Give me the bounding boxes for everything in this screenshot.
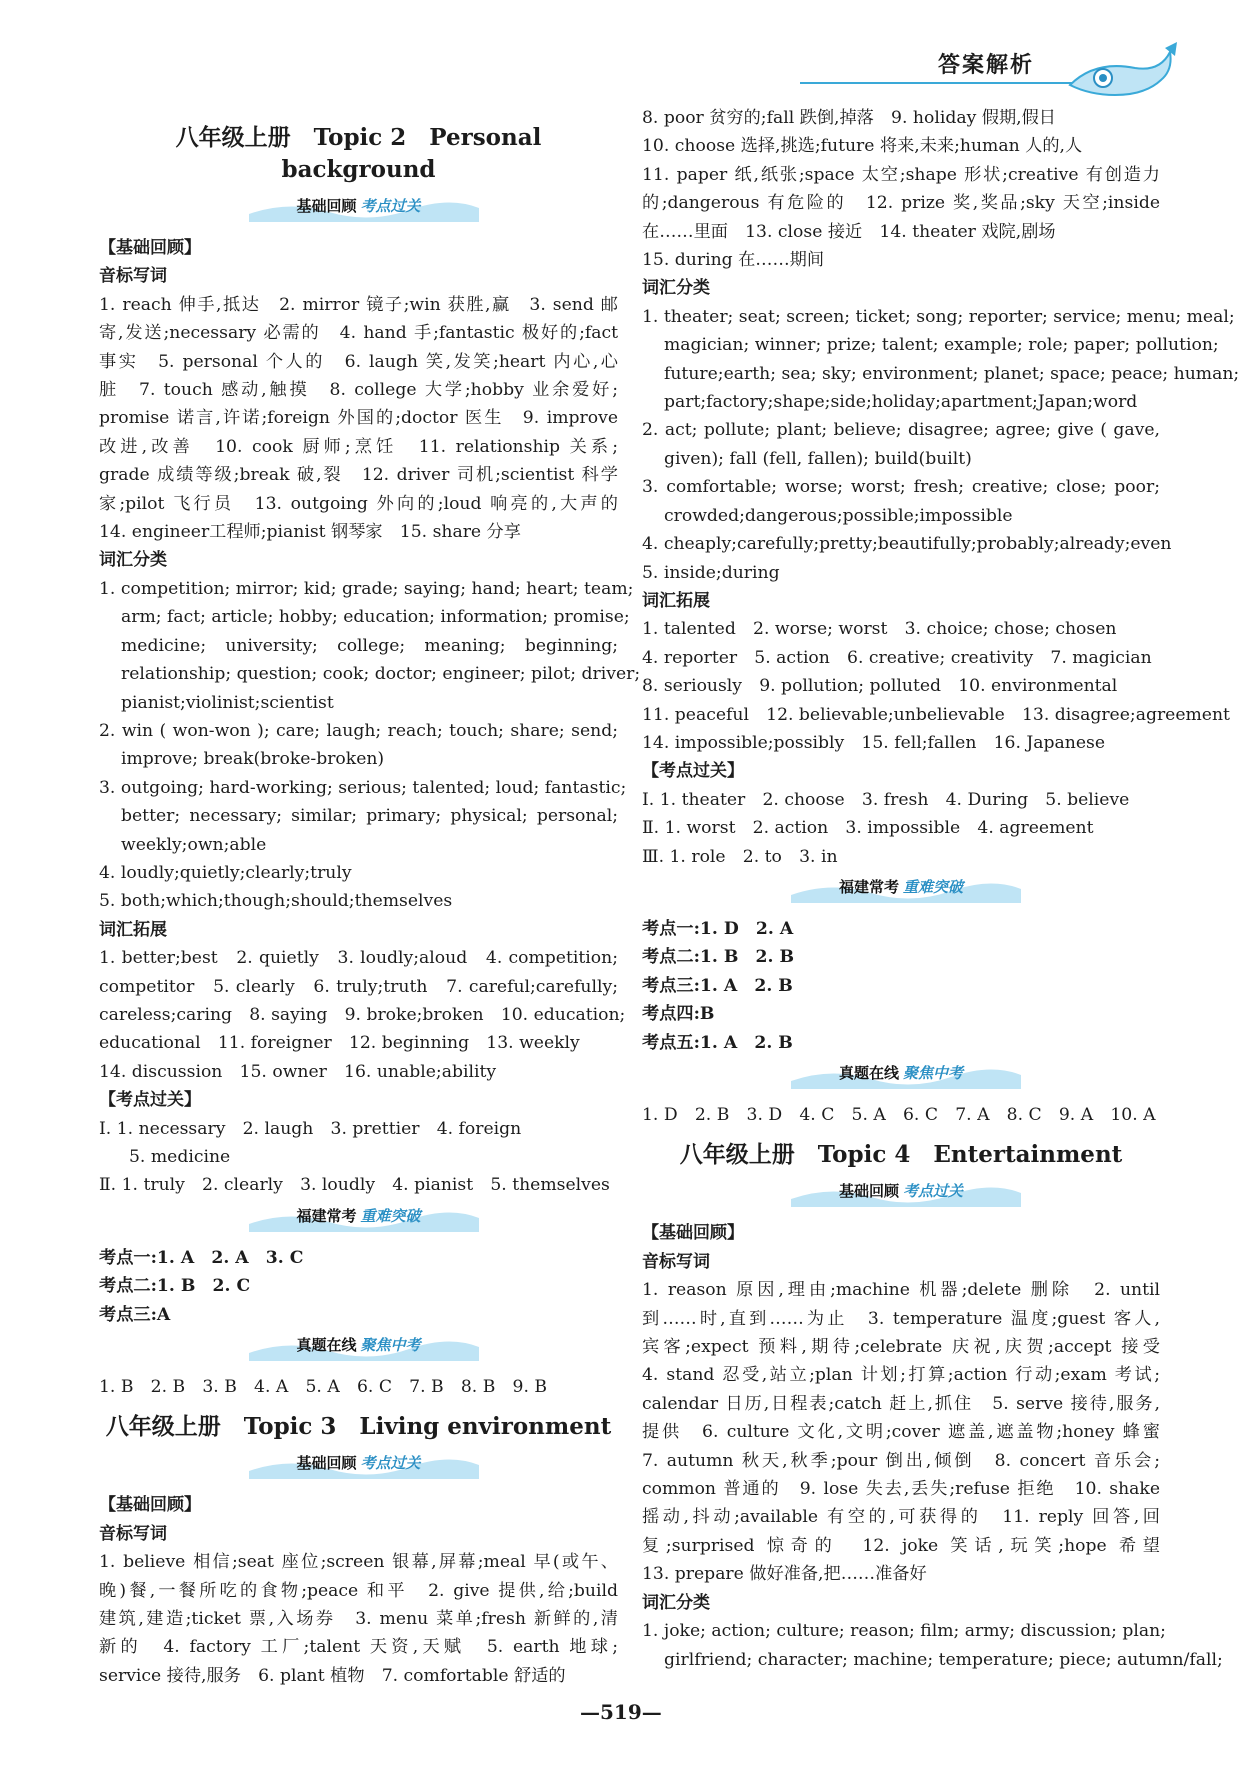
- banner-sublabel: 聚焦中考: [360, 1336, 421, 1355]
- text-line: 5. medicine: [129, 1147, 231, 1167]
- text-line: magician; winner; prize; talent; example; role; paper; pollution;: [664, 335, 1219, 356]
- text-line: pianist;violinist;scientist: [121, 692, 334, 713]
- text-line: 14. engineer工程师;pianist 钢琴家 15. share 分享: [99, 522, 521, 543]
- subsection-heading: 词汇分类: [642, 1592, 710, 1613]
- text-line: 15. during 在……期间: [642, 250, 825, 271]
- text-line: educational 11. foreigner 12. beginning 13. weekly: [99, 1033, 580, 1054]
- text-line: 1. theater; seat; screen; ticket; song; reporter; service; menu; meal;: [642, 306, 1235, 327]
- section-heading: 【基础回顾】: [642, 1223, 744, 1244]
- text-line: 建筑,建造;ticket 票,入场券 3. menu 菜单;fresh 新鲜的,清: [99, 1609, 618, 1630]
- text-line: 寄,发送;necessary 必需的 4. hand 手;fantastic 极好的;fact: [99, 323, 618, 344]
- text-line: Ⅱ. 1. worst 2. action 3. impossible 4. agreement: [642, 818, 1094, 839]
- text-line: 8. poor 贫穷的;fall 跌倒,掉落 9. holiday 假期,假日: [642, 108, 1056, 128]
- text-line: given); fall (fell, fallen); build(built): [664, 448, 972, 469]
- section-banner: [99, 192, 618, 228]
- banner-sublabel: 考点过关: [903, 1182, 964, 1201]
- text-line: 复;surprised 惊奇的 12. joke 笑话,玩笑;hope 希望: [642, 1535, 1160, 1556]
- banner-label: 真题在线: [838, 1064, 899, 1082]
- text-line: girlfriend; character; machine; temperature; piece; autumn/fall;: [664, 1649, 1223, 1670]
- text-line: 考点三:1. A 2. B: [642, 975, 793, 996]
- text-line: 晚)餐,一餐所吃的食物;peace 和平 2. give 提供,给;build: [99, 1580, 618, 1601]
- text-line: 4. loudly;quietly;clearly;truly: [99, 862, 352, 883]
- subsection-heading: 词汇分类: [642, 278, 710, 299]
- header-rule: [800, 82, 1100, 84]
- text-line: 考点四:B: [642, 1004, 715, 1025]
- section-heading: 【基础回顾】: [99, 1495, 201, 1516]
- text-line: 考点二:1. B 2. B: [642, 947, 795, 968]
- text-line: promise 诺言,许诺;foreign 外国的;doctor 医生 9. improve: [99, 408, 618, 429]
- text-line: competitor 5. clearly 6. truly;truth 7. careful;carefully;: [99, 976, 618, 997]
- text-line: 脏 7. touch 感动,触摸 8. college 大学;hobby 业余爱好;: [99, 380, 618, 401]
- text-line: 考点二:1. B 2. C: [99, 1276, 251, 1297]
- text-line: 1. reason 原因,理由;machine 机器;delete 删除 2. until: [642, 1280, 1160, 1301]
- section-banner: [642, 873, 1160, 909]
- header-title: 答案解析: [938, 53, 1035, 78]
- banner-label: 基础回顾: [296, 197, 357, 215]
- text-line: 考点一:1. D 2. A: [642, 918, 794, 939]
- banner-sublabel: 考点过关: [360, 197, 421, 215]
- text-line: 的;dangerous 有危险的 12. prize 奖,奖品;sky 天空;inside: [642, 193, 1160, 214]
- text-line: 1. talented 2. worse; worst 3. choice; chose; chosen: [642, 619, 1117, 640]
- text-line: 宾客;expect 预料,期待;celebrate 庆祝,庆贺;accept 接受: [642, 1337, 1160, 1358]
- text-line: 提供 6. culture 文化,文明;cover 遮盖,遮盖物;honey 蜂蜜: [642, 1422, 1160, 1443]
- section-banner: [99, 1331, 618, 1367]
- section-banner: [99, 1202, 618, 1238]
- subsection-heading: 词汇拓展: [99, 919, 167, 940]
- right-column: [642, 104, 1240, 1674]
- left-column: [99, 112, 641, 1690]
- text-line: Ⅰ. 1. theater 2. choose 3. fresh 4. During 5. believe: [642, 789, 1130, 810]
- text-line: 考点五:1. A 2. B: [642, 1032, 793, 1053]
- text-line: 3. comfortable; worse; worst; fresh; creative; close; poor;: [642, 477, 1160, 498]
- text-line: 13. prepare 做好准备,把……准备好: [642, 1564, 927, 1585]
- text-line: 1. competition; mirror; kid; grade; saying; hand; heart; team;: [99, 578, 634, 599]
- text-line: part;factory;shape;side;holiday;apartment;Japan;word: [664, 392, 1138, 413]
- section-heading: 【基础回顾】: [99, 238, 201, 258]
- text-line: 1. B 2. B 3. B 4. A 5. A 6. C 7. B 8. B 9. B: [99, 1377, 548, 1398]
- section-heading: 【考点过关】: [99, 1090, 201, 1111]
- text-line: 考点一:1. A 2. A 3. C: [99, 1247, 304, 1268]
- text-line: 14. discussion 15. owner 16. unable;ability: [99, 1061, 497, 1082]
- text-line: Ⅰ. 1. necessary 2. laugh 3. prettier 4. foreign: [99, 1118, 522, 1139]
- text-line: 10. choose 选择,挑选;future 将来,未来;human 人的,人: [642, 136, 1083, 157]
- text-line: 7. autumn 秋天,秋季;pour 倒出,倾倒 8. concert 音乐会;: [642, 1450, 1160, 1471]
- text-line: common 普通的 9. lose 失去,丢失;refuse 拒绝 10. shake: [642, 1479, 1160, 1500]
- banner-label: 福建常考: [296, 1206, 357, 1225]
- text-line: 2. act; pollute; plant; believe; disagree; agree; give ( gave,: [642, 420, 1160, 441]
- text-line: 家;pilot 飞行员 13. outgoing 外向的;loud 响亮的,大声的: [99, 493, 618, 514]
- text-line: 摇动,抖动;available 有空的,可获得的 11. reply 回答,回: [642, 1507, 1160, 1528]
- topic-3-title: 八年级上册 Topic 3 Living environment: [105, 1413, 612, 1441]
- text-line: 事实 5. personal 个人的 6. laugh 笑,发笑;heart 内心,心: [99, 351, 618, 372]
- text-line: 1. believe 相信;seat 座位;screen 银幕,屏幕;meal 早(或午、: [99, 1552, 618, 1573]
- text-line: crowded;dangerous;possible;impossible: [664, 505, 1013, 526]
- text-line: 1. better;best 2. quietly 3. loudly;aloud 4. competition;: [99, 948, 618, 969]
- text-line: 4. cheaply;carefully;pretty;beautifully;probably;already;even: [642, 534, 1172, 555]
- text-line: arm; fact; article; hobby; education; information; promise;: [121, 607, 630, 628]
- text-line: 新的 4. factory 工厂;talent 天资,天赋 5. earth 地球;: [99, 1637, 618, 1658]
- section-banner: [99, 1449, 618, 1485]
- text-line: 14. impossible;possibly 15. fell;fallen 16. Japanese: [642, 732, 1105, 753]
- subsection-heading: 词汇分类: [99, 550, 167, 571]
- section-heading: 【考点过关】: [642, 761, 744, 782]
- text-line: service 接待,服务 6. plant 植物 7. comfortable 舒适的: [99, 1665, 566, 1686]
- text-line: 5. both;which;though;should;themselves: [99, 891, 453, 912]
- banner-label: 福建常考: [838, 877, 899, 896]
- text-line: 11. peaceful 12. believable;unbelievable 13. disagree;agreement: [642, 704, 1230, 725]
- topic-2-title: 八年级上册 Topic 2 Personal background: [175, 124, 542, 183]
- text-line: 8. seriously 9. pollution; polluted 10. environmental: [642, 676, 1118, 697]
- text-line: calendar 日历,日程表;catch 赶上,抓住 5. serve 接待,服务,: [642, 1393, 1160, 1414]
- text-line: medicine; university; college; meaning; beginning;: [121, 635, 618, 656]
- section-banner: [642, 1177, 1160, 1213]
- subsection-heading: 词汇拓展: [642, 590, 710, 611]
- banner-label: 基础回顾: [296, 1454, 357, 1473]
- text-line: careless;caring 8. saying 9. broke;broken 10. education;: [99, 1004, 626, 1025]
- text-line: 改进,改善 10. cook 厨师;烹饪 11. relationship 关系;: [99, 436, 618, 457]
- banner-sublabel: 重难突破: [903, 877, 964, 896]
- text-line: 5. inside;during: [642, 562, 780, 583]
- text-line: 1. joke; action; culture; reason; film; army; discussion; plan;: [642, 1621, 1166, 1642]
- text-line: relationship; question; cook; doctor; engineer; pilot; driver;: [121, 664, 641, 685]
- text-line: grade 成绩等级;break 破,裂 12. driver 司机;scientist 科学: [99, 465, 618, 486]
- text-line: 11. paper 纸,纸张;space 太空;shape 形状;creative 有创造力: [642, 164, 1160, 185]
- banner-label: 真题在线: [296, 1336, 357, 1355]
- topic-4-title: 八年级上册 Topic 4 Entertainment: [679, 1141, 1123, 1169]
- text-line: 4. reporter 5. action 6. creative; creativity 7. magician: [642, 647, 1152, 668]
- text-line: 在……里面 13. close 接近 14. theater 戏院,剧场: [642, 221, 1056, 242]
- text-line: 考点三:A: [99, 1304, 171, 1325]
- text-line: 到……时,直到……为止 3. temperature 温度;guest 客人,: [642, 1308, 1160, 1329]
- page-number: —519—: [580, 1700, 662, 1724]
- subsection-heading: 音标写词: [99, 266, 167, 287]
- text-line: better; necessary; similar; primary; physical; personal;: [121, 806, 618, 827]
- banner-sublabel: 重难突破: [360, 1206, 421, 1225]
- subsection-heading: 音标写词: [99, 1523, 167, 1544]
- text-line: 4. stand 忍受,站立;plan 计划;打算;action 行动;exam 考试;: [642, 1365, 1160, 1386]
- text-line: 1. D 2. B 3. D 4. C 5. A 6. C 7. A 8. C 9. A 10. A: [642, 1105, 1156, 1125]
- text-line: 1. reach 伸手,抵达 2. mirror 镜子;win 获胜,赢 3. send 邮: [99, 294, 618, 315]
- subsection-heading: 音标写词: [642, 1251, 710, 1272]
- text-line: improve; break(broke-broken): [121, 749, 385, 770]
- text-line: 2. win ( won-won ); care; laugh; reach; touch; share; send;: [99, 720, 618, 741]
- text-line: Ⅲ. 1. role 2. to 3. in: [642, 846, 838, 867]
- banner-label: 基础回顾: [838, 1182, 899, 1201]
- text-line: Ⅱ. 1. truly 2. clearly 3. loudly 4. pianist 5. themselves: [99, 1175, 610, 1196]
- banner-sublabel: 聚焦中考: [903, 1064, 964, 1082]
- text-line: weekly;own;able: [121, 834, 267, 855]
- banner-sublabel: 考点过关: [360, 1454, 421, 1473]
- text-line: 3. outgoing; hard-working; serious; talented; loud; fantastic;: [99, 777, 627, 798]
- section-banner: [642, 1059, 1160, 1095]
- text-line: future;earth; sea; sky; environment; planet; space; peace; human;: [664, 363, 1240, 384]
